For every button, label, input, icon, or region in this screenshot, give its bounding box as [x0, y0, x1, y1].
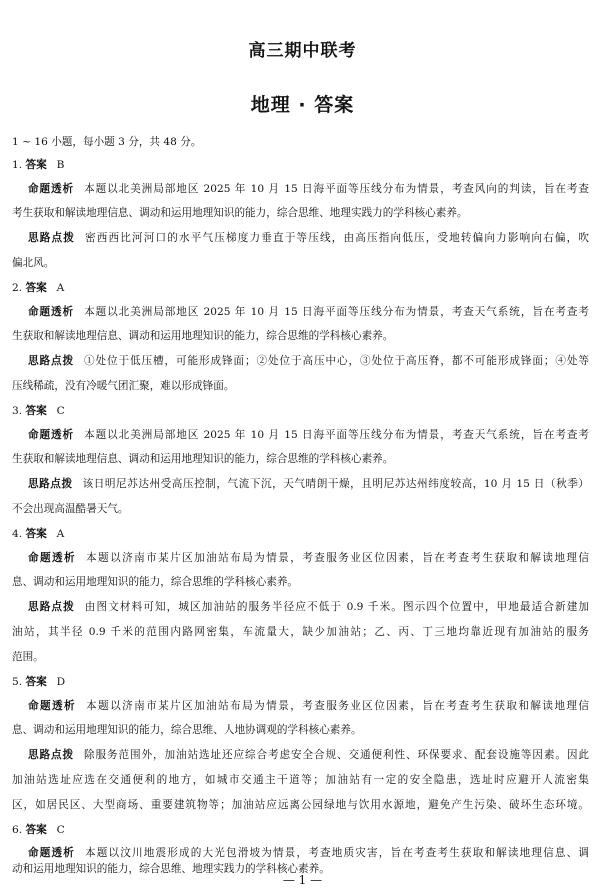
intro-line: 1 ~ 16 小题，每小题 3 分，共 48 分。 — [12, 136, 202, 148]
answer-label: 答案 — [25, 676, 47, 688]
question-5-analysis: 命题透析 本题以济南市某片区加油站布局为情景，考查服务业区位因素，旨在考查考生获取和解读地理信 — [28, 700, 590, 712]
hints-label: 思路点拨 — [28, 601, 75, 613]
answer-value: C — [56, 405, 65, 417]
answer-label: 答案 — [25, 159, 47, 171]
question-number: 1. — [12, 159, 23, 171]
question-6-analysis: 命题透析 本题以汶川地震形成的大光包滑坡为情景，考查地质灾害，旨在考查考生获取和解读地理信息、调 — [28, 847, 590, 859]
hints-continuation: 区，如居民区、大型商场、重要建筑物等；加油站应远离公园绿地与饮用水源地，避免产生污染、破坏生态环境。 — [12, 799, 589, 811]
analysis-continuation: 生获取和解读地理信息、调动和运用地理知识的能力，综合思维的学科核心素养。 — [12, 330, 394, 342]
hints-label: 思路点拨 — [28, 749, 74, 761]
question-1-analysis: 命题透析 本题以北美洲局部地区 2025 年 10 月 15 日海平面等压线分布为情景，考查风向的判读，旨在考查 — [28, 183, 590, 195]
question-3-analysis: 命题透析 本题以北美洲局部地区 2025 年 10 月 15 日海平面等压线分布为情景，考查天气系统，旨在考查考 — [28, 429, 590, 441]
answer-value: A — [56, 528, 65, 540]
analysis-continuation: 动和运用地理知识的能力，综合思维、地理实践力的学科核心素养。 — [12, 863, 330, 875]
question-2-hints: 思路点拨 ①处位于低压槽，可能形成锋面；②处位于高压中心，③处位于高压脊，都不可能形成锋面；④处等 — [28, 355, 590, 367]
question-4-answer — [12, 527, 64, 542]
question-5-hints: 思路点拨 除服务范围外，加油站选址还应综合考虑安全合规、交通便利性、环保要求、配套设施等因素。因此 — [28, 749, 590, 761]
question-4-analysis: 命题透析 本题以济南市某片区加油站布局为情景，考查服务业区位因素，旨在考查考生获取和解读地理信 — [28, 552, 590, 564]
hints-continuation: 压线稀疏，没有冷暖气团汇聚，难以形成锋面。 — [12, 380, 235, 392]
question-3-answer — [12, 404, 65, 419]
analysis-continuation: 考生获取和解读地理信息、调动和运用地理知识的能力，综合思维、地理实践力的学科核心素养。 — [12, 207, 468, 219]
question-2-analysis: 命题透析 本题以北美洲局部地区 2025 年 10 月 15 日海平面等压线分布为情景，考查天气系统，旨在考查考 — [28, 306, 590, 318]
question-number: 5. — [12, 676, 23, 688]
answer-value: B — [56, 159, 65, 171]
question-1-hints: 思路点拨 密西西比河河口的水平气压梯度力垂直于等压线，由高压指向低压，受地转偏向力影响向右偏，吹 — [28, 232, 590, 244]
question-number: 3. — [12, 405, 23, 417]
answer-label: 答案 — [25, 824, 47, 836]
hints-label: 思路点拨 — [28, 232, 75, 244]
question-6-answer — [12, 823, 65, 838]
analysis-label: 命题透析 — [28, 306, 75, 318]
analysis-label: 命题透析 — [28, 847, 75, 859]
hints-continuation: 不会出现高温酷暑天气。 — [12, 503, 129, 515]
answer-value: D — [56, 676, 66, 688]
subject-title: 地理 · 答案 — [250, 94, 355, 116]
page-number: — 1 — — [282, 873, 323, 887]
hints-continuation: 偏北风。 — [12, 257, 55, 269]
answer-label: 答案 — [25, 405, 47, 417]
hints-label: 思路点拨 — [28, 478, 73, 490]
analysis-label: 命题透析 — [28, 700, 77, 712]
question-4-hints: 思路点拨 由图文材料可知，城区加油站的服务半径应不低于 0.9 千米。图示四个位置中，甲地最适合新建加 — [28, 601, 589, 613]
exam-title: 高三期中联考 — [248, 41, 357, 61]
hints-continuation: 油站，其半径 0.9 千米的范围内路网密集，车流量大，缺少加油站；乙、丙、丁三地均靠近现有加油站的服务 — [12, 626, 589, 638]
analysis-label: 命题透析 — [28, 552, 77, 564]
hints-continuation: 范围。 — [12, 651, 44, 663]
answer-label: 答案 — [25, 282, 47, 294]
hints-label: 思路点拨 — [28, 355, 74, 367]
answer-value: A — [56, 282, 65, 294]
question-number: 4. — [12, 528, 23, 540]
question-1-answer — [12, 158, 64, 173]
analysis-label: 命题透析 — [28, 429, 75, 441]
question-2-answer — [12, 281, 64, 296]
answer-label: 答案 — [25, 528, 47, 540]
question-5-answer — [12, 675, 65, 690]
analysis-continuation: 生获取和解读地理信息、调动和运用地理知识的能力，综合思维的学科核心素养。 — [12, 453, 394, 465]
analysis-label: 命题透析 — [28, 183, 75, 195]
question-3-hints: 思路点拨 该日明尼苏达州受高压控制，气流下沉，天气晴朗干燥，且明尼苏达州纬度较高，10 月 15 日（秋季） — [28, 478, 589, 490]
analysis-continuation: 息、调动和运用地理知识的能力，综合思维、人地协调观的学科核心素养。 — [12, 724, 362, 736]
analysis-continuation: 息、调动和运用地理知识的能力，综合思维的学科核心素养。 — [12, 576, 299, 588]
question-number: 6. — [12, 824, 23, 836]
answer-value: C — [56, 824, 65, 836]
hints-continuation: 加油站选址应选在交通便利的地方，如城市交通主干道等；加油站有一定的安全隐患，选址时应避开人流密集 — [12, 774, 589, 786]
question-number: 2. — [12, 282, 23, 294]
